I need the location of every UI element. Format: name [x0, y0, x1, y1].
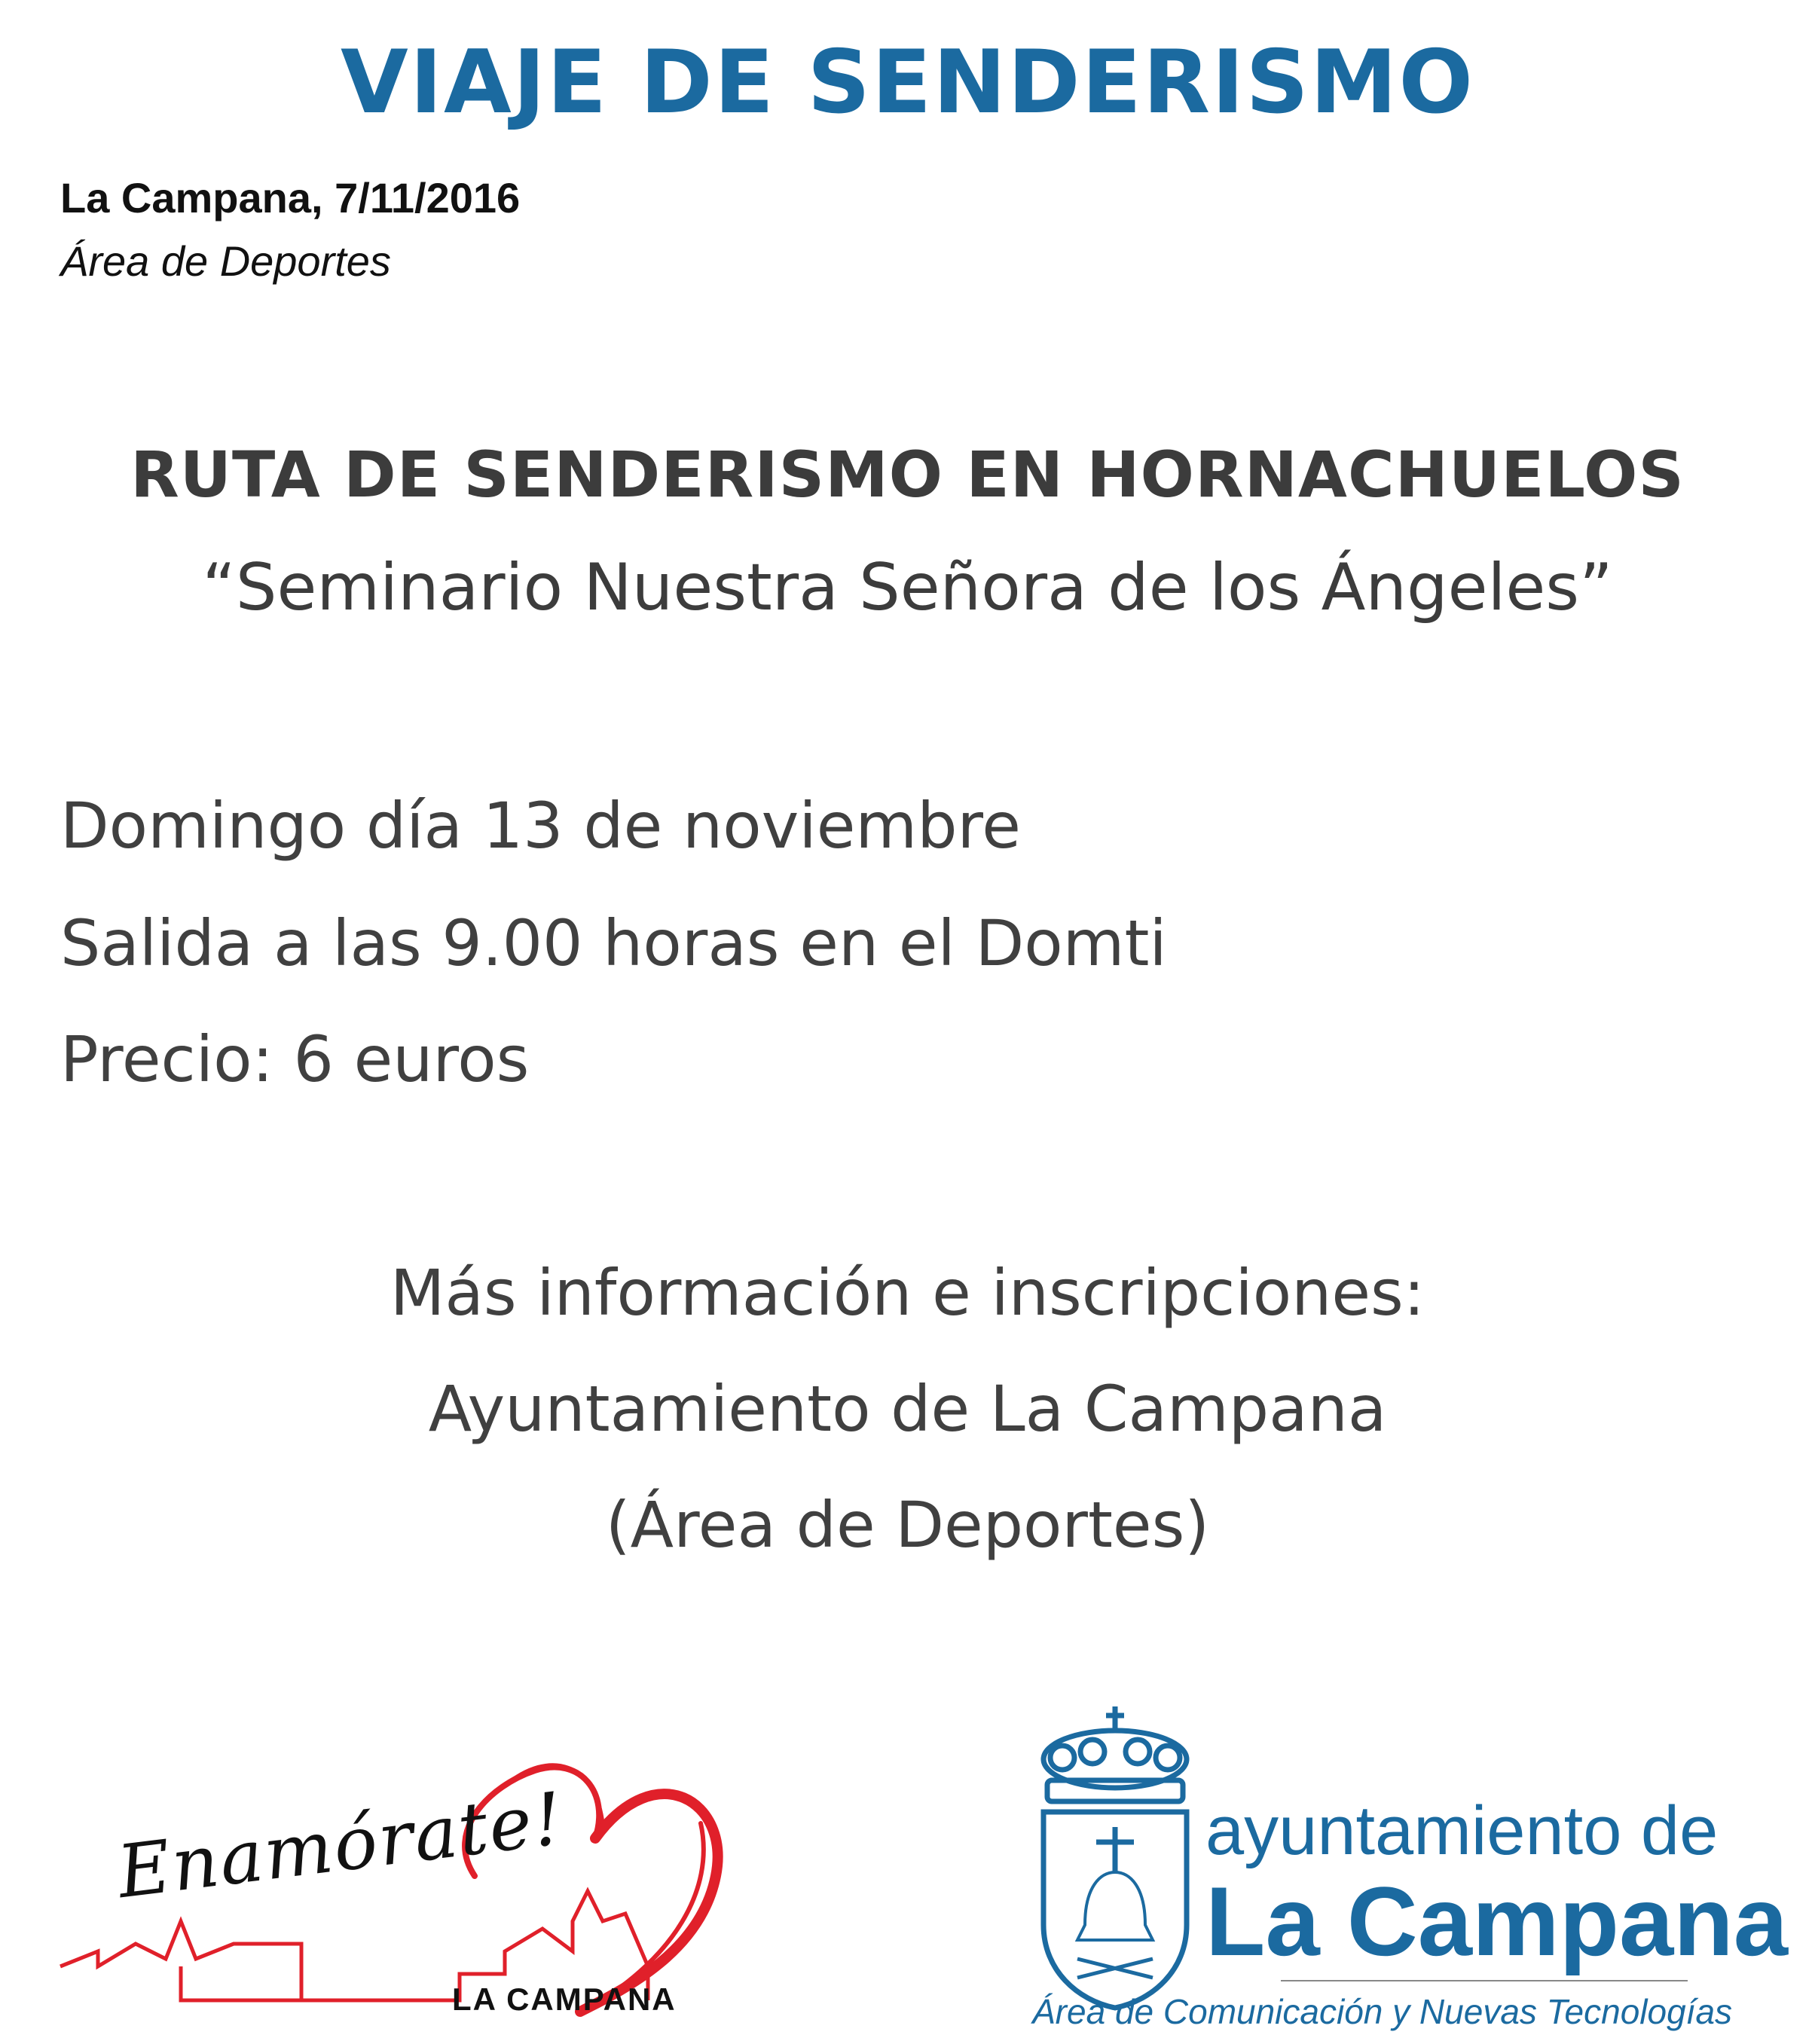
route-title: RUTA DE SENDERISMO EN HORNACHUELOS: [130, 438, 1685, 512]
event-departure: Salida a las 9.00 horas en el Domti: [60, 906, 1167, 980]
dateline: La Campana, 7/11/2016: [60, 174, 521, 222]
logo-right-line2: La Campana: [1205, 1866, 1789, 1976]
logo-right-caption: Área de Comunicación y Nuevas Tecnologías: [1032, 1992, 1733, 2031]
info-heading: Más información e inscripciones:: [390, 1256, 1425, 1330]
logo-right-line1: ayuntamiento de: [1205, 1792, 1719, 1869]
info-area: (Área de Deportes): [605, 1488, 1210, 1562]
route-subtitle: “Seminario Nuestra Señora de los Ángeles”: [202, 550, 1613, 625]
logo-slogan: Enamórate!: [113, 1776, 569, 1915]
logo-left-caption: LA CAMPANA: [452, 1981, 677, 2017]
page-title: VIAJE DE SENDERISMO: [341, 32, 1474, 133]
event-price: Precio: 6 euros: [60, 1022, 530, 1096]
logo-divider: [1281, 1980, 1688, 1981]
department-label: Área de Deportes: [60, 237, 391, 285]
info-organization: Ayuntamiento de La Campana: [428, 1372, 1387, 1446]
coat-of-arms-icon: [1032, 1699, 1198, 2015]
event-day: Domingo día 13 de noviembre: [60, 789, 1021, 863]
